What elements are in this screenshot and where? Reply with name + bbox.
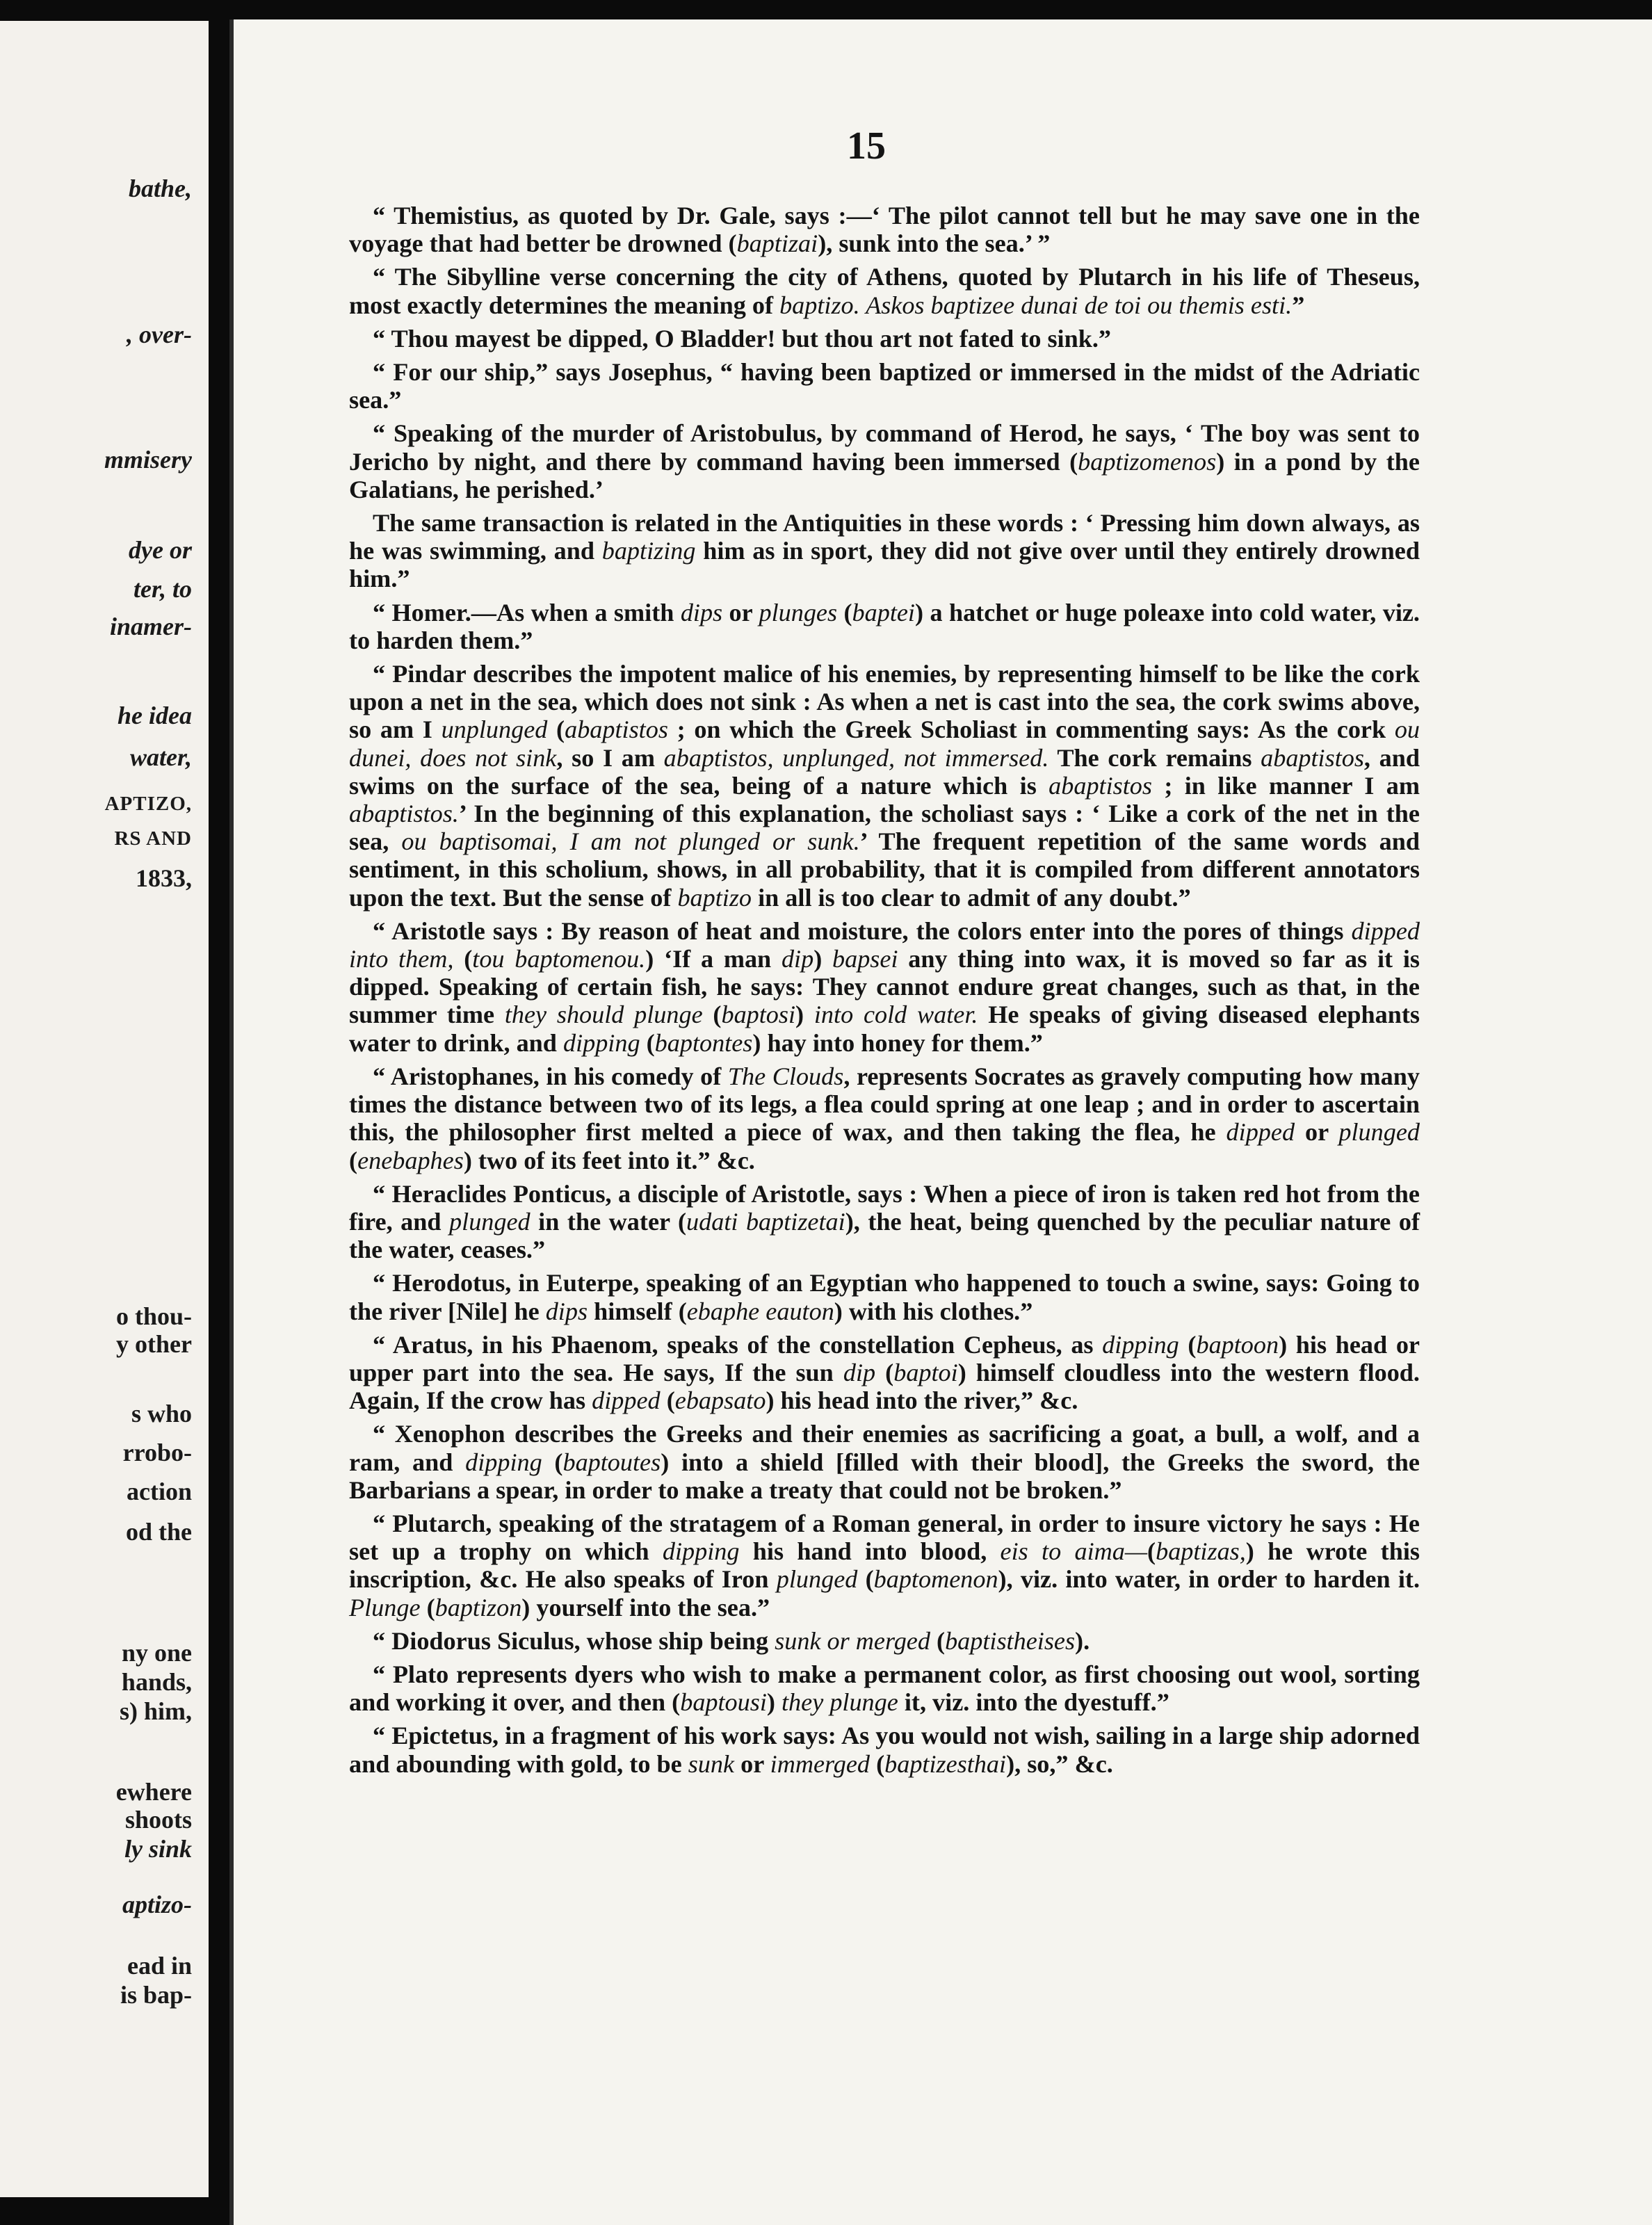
text-run: himself ( <box>588 1297 687 1325</box>
text-run: “ Homer.—As when a smith <box>373 598 681 626</box>
italic-term: baptei <box>852 598 915 626</box>
paragraph <box>349 419 1420 503</box>
facing-page-fragment: APTIZO, <box>104 793 192 815</box>
paragraph <box>349 263 1420 318</box>
text-run: ( <box>930 1626 946 1655</box>
italic-term: dipping <box>662 1537 740 1566</box>
italic-term: abaptistos <box>565 715 668 744</box>
text-run: any thing into wax, it is moved so far as it is dipped. Speaking of certain fish, he says: They cannot endure great changes, such as that, in the summer time <box>349 945 1420 1029</box>
paragraph <box>349 325 1420 353</box>
facing-page-fragment: rrobo- <box>122 1439 192 1466</box>
facing-page-fragment: ewhere <box>115 1778 192 1806</box>
italic-term: tou baptomenou. <box>472 945 646 973</box>
italic-term: unplunged <box>441 715 548 744</box>
paragraph <box>349 1269 1420 1325</box>
text-run: ) himself cloudless into the western flood. Again, If the crow has <box>349 1358 1420 1415</box>
italic-term: baptosi <box>721 1001 796 1029</box>
text-run: ( <box>857 1565 874 1594</box>
italic-term: baptistheises <box>945 1626 1076 1655</box>
italic-term: baptousi <box>680 1688 767 1717</box>
text-run: ’ In the beginning of this explanation, the scholiast says : ‘ Like a cork of the net in the sea, <box>349 800 1420 856</box>
text-run: ( <box>702 1001 722 1029</box>
facing-page-fragment: hands, <box>121 1668 192 1696</box>
italic-term: dipped <box>1226 1118 1295 1147</box>
text-run: or <box>1295 1118 1339 1147</box>
facing-page-fragment: bathe, <box>128 175 192 202</box>
text-run: “ Plutarch, speaking of the stratagem of a Roman general, in order to insure victory he says : He set up a trophy on which <box>349 1509 1420 1566</box>
italic-term: baptizas, <box>1156 1537 1246 1566</box>
paragraph <box>349 917 1420 1057</box>
italic-term: plunged <box>776 1565 858 1594</box>
italic-term: baptizon <box>435 1593 522 1621</box>
facing-page-fragment: action <box>127 1478 192 1505</box>
text-run: “ Themistius, as quoted by Dr. Gale, says :—‘ The pilot cannot tell but he may save one in the voyage that had better be drowned ( <box>349 202 1420 258</box>
text-run: ) <box>766 1688 782 1717</box>
italic-term: baptizomenos <box>1078 447 1217 476</box>
text-run: ). <box>1075 1626 1090 1655</box>
italic-term: baptontes <box>654 1028 753 1057</box>
facing-page-fragment: water, <box>129 743 192 771</box>
text-run: ; on which the Greek Scholiast in commenting says: As the cork <box>667 715 1395 744</box>
paragraph <box>349 1180 1420 1264</box>
text-run: ( <box>837 598 852 626</box>
facing-page-fragment: inamer- <box>109 613 192 640</box>
text-run: in the water ( <box>530 1207 687 1236</box>
text-run: “ Pindar describes the impotent malice of his enemies, by representing himself to be like the cork upon a net in the sea, which does not sink : As when a net is cast into the sea, the cork swims above, so am I <box>349 660 1420 744</box>
text-run: ) ‘If a man <box>645 945 782 973</box>
italic-term: they plunge <box>782 1688 898 1717</box>
text-run: ’ The frequent repetition of the same words and sentiment, in this scholium, shows, in all probability, that it is compiled from different annotators upon the text. But the sense of <box>349 827 1420 912</box>
text-run: ” <box>1292 291 1305 319</box>
facing-page-fragment: dye or <box>129 536 192 564</box>
facing-page-fragment: od the <box>125 1518 192 1546</box>
italic-term: dip <box>843 1358 876 1386</box>
facing-page-fragment: , over- <box>127 321 192 348</box>
text-run: “ Diodorus Siculus, whose ship being <box>373 1626 775 1655</box>
italic-term: baptizo. Askos baptizee dunai de toi ou themis esti. <box>779 291 1293 319</box>
paragraph <box>349 1660 1420 1716</box>
text-run: “ Herodotus, in Euterpe, speaking of an Egyptian who happened to touch a swine, says: Going to the river [Nile] he <box>349 1269 1420 1325</box>
text-run: ), so,” &c. <box>1006 1749 1113 1778</box>
text-run: ( <box>870 1749 885 1778</box>
text-run: ( <box>1179 1330 1197 1359</box>
italic-term: dipping <box>1102 1330 1179 1359</box>
facing-page-fragment: aptizo- <box>122 1891 192 1918</box>
text-run: ( <box>453 945 473 973</box>
facing-page-fragment: he idea <box>118 702 192 729</box>
text-run: ), sunk into the sea.’ ” <box>818 229 1051 258</box>
text-run: or <box>734 1749 770 1778</box>
text-run: The cork remains <box>1048 743 1261 772</box>
facing-page-fragment: ly sink <box>124 1835 192 1863</box>
italic-term: baptoon <box>1196 1330 1279 1359</box>
facing-page-fragment: shoots <box>124 1806 192 1834</box>
paragraph <box>349 509 1420 593</box>
italic-term: dips <box>545 1297 588 1325</box>
text-run: “ Aristotle says : By reason of heat and moisture, the colors enter into the pores of things <box>373 916 1352 945</box>
italic-term: sunk or merged <box>775 1626 930 1655</box>
italic-term: baptoi <box>893 1358 958 1386</box>
facing-page-fragment: 1833, <box>136 864 192 892</box>
italic-term: dipped <box>592 1386 661 1415</box>
italic-term: dips <box>680 598 723 626</box>
text-run: it, viz. into the dyestuff.” <box>898 1688 1169 1717</box>
paragraph <box>349 1420 1420 1504</box>
text-run: ( <box>660 1386 675 1415</box>
italic-term: dipping <box>465 1448 542 1476</box>
italic-term: udati baptizetai <box>686 1207 845 1236</box>
italic-term: sunk <box>688 1749 735 1778</box>
italic-term: they should plunge <box>504 1001 703 1029</box>
italic-term: eis to aima— <box>1000 1537 1148 1566</box>
italic-term: plunges <box>759 598 838 626</box>
facing-page-fragment: mmisery <box>104 446 192 474</box>
text-run: ; in like manner I am <box>1151 771 1420 800</box>
facing-page-fragment: y other <box>116 1330 192 1358</box>
text-run: “ Plato represents dyers who wish to make a permanent color, as first choosing out wool, sorting and working it over, and then ( <box>349 1660 1420 1717</box>
text-run: ( <box>1147 1537 1156 1566</box>
italic-term: bapsei <box>832 945 898 973</box>
italic-term: baptomenon <box>873 1565 998 1594</box>
text-run: ( <box>640 1028 655 1057</box>
italic-term: abaptistos <box>1048 771 1152 800</box>
text-run: ) his head into the river,” &c. <box>766 1386 1078 1415</box>
text-run: “ Aristophanes, in his comedy of <box>373 1062 728 1090</box>
italic-term: baptizing <box>601 537 696 565</box>
text-run: ), viz. into water, in order to harden it. <box>998 1565 1420 1594</box>
text-run: “ Speaking of the murder of Aristobulus, by command of Herod, he says, ‘ The boy was sent to Jericho by night, and there by command having been immersed ( <box>349 419 1420 476</box>
text-run: ) yourself into the sea.” <box>521 1593 770 1621</box>
paragraph <box>349 599 1420 654</box>
italic-term: The Clouds <box>727 1062 844 1090</box>
text-run: ) <box>813 945 833 973</box>
text-run: in all is too clear to admit of any doubt.” <box>752 883 1191 912</box>
page-body <box>349 202 1420 1783</box>
facing-page-fragment: s who <box>131 1400 192 1427</box>
text-run: “ Epictetus, in a fragment of his work says: As you would not wish, sailing in a large ship adorned and abounding with gold, to be <box>349 1722 1420 1778</box>
text-run: ) with his clothes.” <box>834 1297 1033 1325</box>
text-run: “ For our ship,” says Josephus, “ having been baptized or immersed in the midst of the Adriatic sea.” <box>349 358 1420 414</box>
paragraph <box>349 358 1420 414</box>
facing-page-edge <box>0 21 209 2197</box>
text-run: “ Thou mayest be dipped, O Bladder! but thou art not fated to sink.” <box>373 324 1112 353</box>
text-run: ) he wrote this inscription, &c. He also speaks of Iron <box>349 1537 1420 1594</box>
paragraph <box>349 1331 1420 1415</box>
text-run: ) in a pond by the Galatians, he perished.’ <box>349 447 1420 503</box>
text-run: ( <box>420 1593 435 1621</box>
italic-term: Plunge <box>349 1593 421 1621</box>
text-run: ( <box>547 715 565 744</box>
paragraph <box>349 202 1420 257</box>
italic-term: baptizesthai <box>884 1749 1007 1778</box>
text-run: “ Aratus, in his Phaenom, speaks of the constellation Cepheus, as <box>373 1330 1103 1359</box>
italic-term: abaptistos. <box>349 800 459 828</box>
italic-term: ou dunei, does not sink <box>349 715 1420 772</box>
text-run: his hand into blood, <box>739 1537 1001 1566</box>
italic-term: dipped into them, <box>349 916 1420 973</box>
text-run: ) hay into honey for them.” <box>752 1028 1043 1057</box>
text-run: “ The Sibylline verse concerning the city of Athens, quoted by Plutarch in his life of Theseus, most exactly determines the meaning of <box>349 263 1420 319</box>
italic-term: immerged <box>770 1749 870 1778</box>
text-run: ( <box>542 1448 563 1476</box>
facing-page-fragment: ter, to <box>133 575 192 603</box>
text-run: ) two of its feet into it.” &c. <box>463 1146 755 1174</box>
text-run: ( <box>875 1358 894 1386</box>
paragraph <box>349 1062 1420 1174</box>
text-run: ) a hatchet or huge poleaxe into cold water, viz. to harden them.” <box>349 598 1420 654</box>
italic-term: baptizai <box>736 229 818 258</box>
paragraph <box>349 1722 1420 1777</box>
italic-term: ebapsato <box>674 1386 766 1415</box>
text-run: him as in sport, they did not give over until they entirely drowned him.” <box>349 537 1420 593</box>
text-run: ( <box>349 1146 358 1174</box>
italic-term: plunged <box>1338 1118 1420 1147</box>
text-run: , represents Socrates as gravely computing how many times the distance between two of its legs, a flea could spring at one leap ; and in order to ascertain this, the philosopher first melted a piece of wax, and then taking the flea, he <box>349 1062 1420 1147</box>
text-run: ) his head or upper part into the sea. He says, If the sun <box>349 1330 1420 1386</box>
italic-term: enebaphes <box>357 1146 464 1174</box>
paragraph <box>349 1627 1420 1655</box>
italic-term: dipping <box>562 1028 640 1057</box>
text-run: “ Xenophon describes the Greeks and their enemies as sacrificing a goat, a bull, a wolf, and a ram, and <box>349 1420 1420 1476</box>
page-number: 15 <box>847 124 886 168</box>
text-run: ), the heat, being quenched by the peculiar nature of the water, ceases.” <box>349 1207 1420 1264</box>
italic-term: into cold water. <box>813 1001 978 1029</box>
facing-page-fragment: s) him, <box>119 1697 192 1725</box>
italic-term: abaptistos <box>1261 743 1364 772</box>
italic-term: baptoutes <box>562 1448 661 1476</box>
paragraph <box>349 660 1420 912</box>
text-run: “ Heraclides Ponticus, a disciple of Aristotle, says : When a piece of iron is taken red hot from the fire, and <box>349 1179 1420 1236</box>
text-run: He speaks of giving diseased elephants water to drink, and <box>349 1001 1420 1057</box>
italic-term: abaptistos, unplunged, not immersed. <box>663 743 1049 772</box>
text-run: , and swims on the surface of the sea, being of a nature which is <box>349 743 1420 800</box>
facing-page-fragment: is bap- <box>120 1981 192 2009</box>
italic-term: baptizo <box>677 883 752 912</box>
text-run: ) into a shield [filled with their blood], the Greeks the sword, the Barbarians a spear, in order to make a treaty that could not be broken.” <box>349 1448 1420 1504</box>
italic-term: plunged <box>449 1207 531 1236</box>
facing-page-fragment: ny one <box>121 1639 192 1667</box>
text-run: ) <box>795 1001 814 1029</box>
italic-term: dip <box>781 945 814 973</box>
text-run: The same transaction is related in the Antiquities in these words : ‘ Pressing him down always, as he was swimming, and <box>349 509 1420 565</box>
facing-page-fragment: ead in <box>127 1952 192 1980</box>
facing-page-fragment: o thou- <box>115 1302 192 1330</box>
italic-term: ou baptisomai, I am not plunged or sunk. <box>401 827 860 856</box>
text-run: or <box>722 598 759 626</box>
text-run: , so I am <box>556 743 664 772</box>
facing-page-fragment: RS AND <box>114 827 192 850</box>
italic-term: ebaphe eauton <box>686 1297 834 1325</box>
paragraph <box>349 1510 1420 1621</box>
